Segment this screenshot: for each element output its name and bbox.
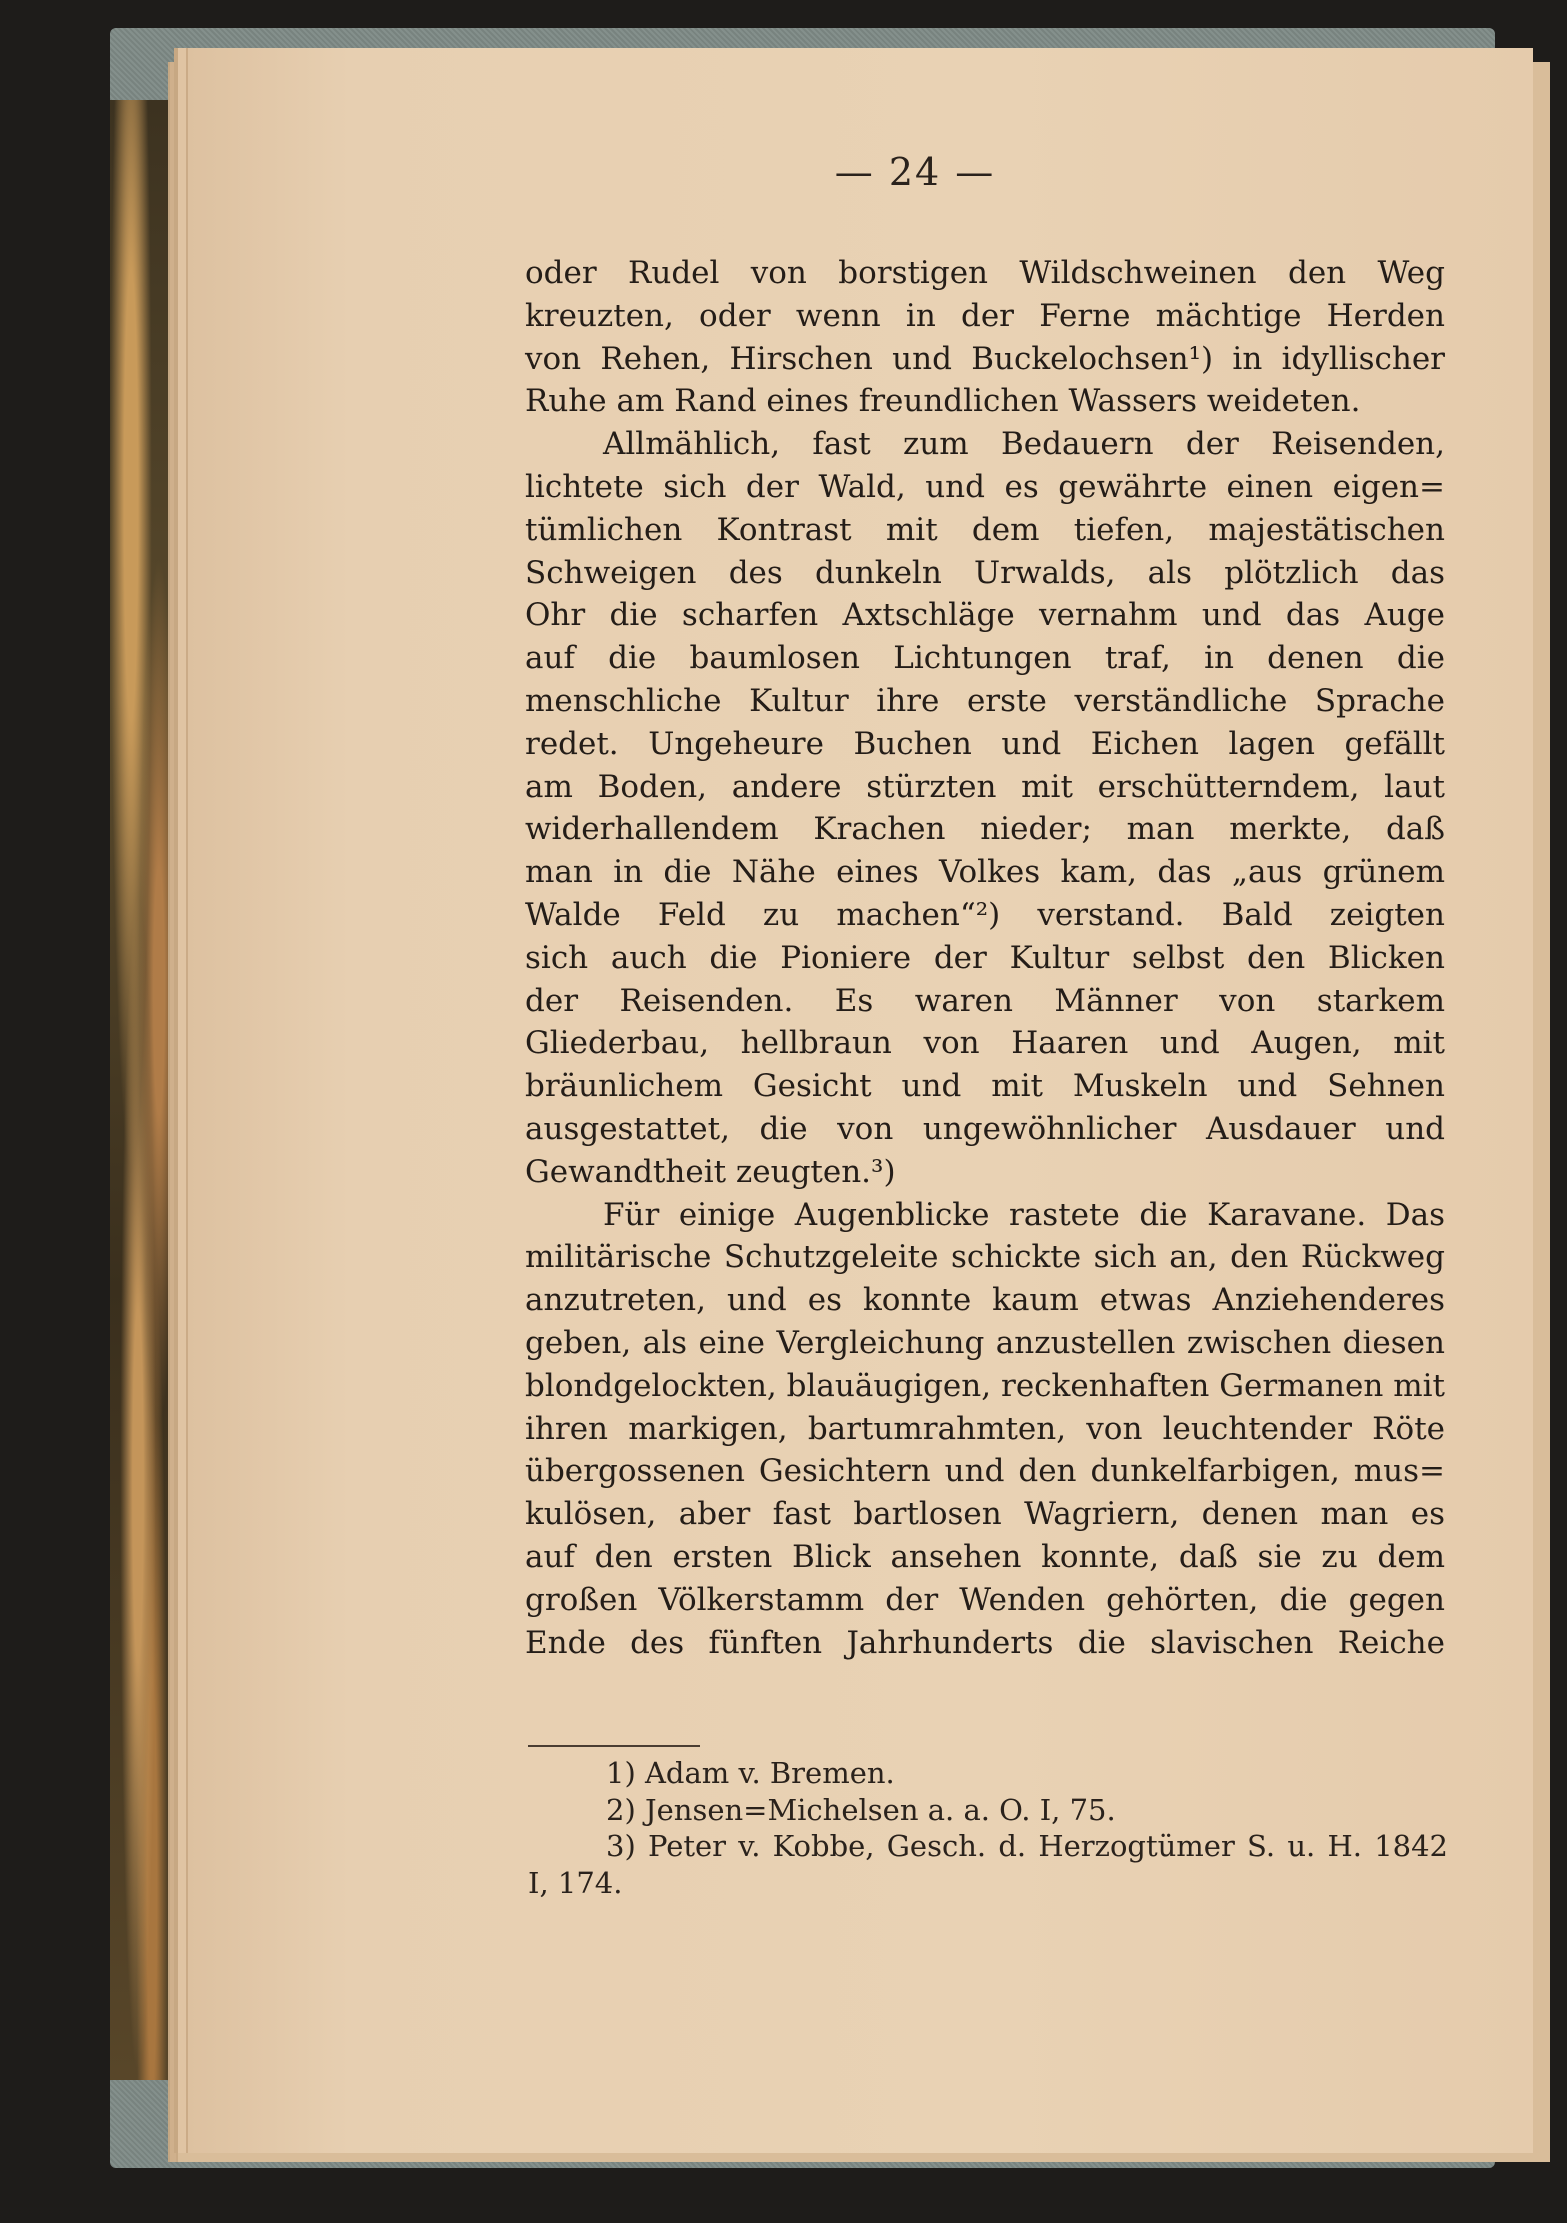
footnote-continuation: I, 174. [528,1865,623,1900]
text-line: am Boden, andere stürzten mit erschütterndem, laut [525,768,1445,805]
text-line: auf den ersten Blick ansehen konnte, daß sie zu dem [525,1538,1445,1575]
text-line: anzutreten, und es konnte kaum etwas Anziehenderes [525,1282,1445,1319]
footnotes [528,1755,1448,1901]
text-line: Gliederbau, hellbraun von Haaren und Augen, mit [525,1025,1445,1062]
footnote: 2) Jensen=Michelsen a. a. O. I, 75. [606,1792,1116,1827]
text-line: ihren markigen, bartumrahmten, von leuchtender Röte [525,1410,1445,1447]
text-line: Ohr die scharfen Axtschläge vernahm und das Auge [525,597,1445,634]
text-line: kulösen, aber fast bartlosen Wagriern, denen man es [525,1496,1445,1533]
footnote: 1) Adam v. Bremen. [606,1756,895,1790]
text-line: auf die baumlosen Lichtungen traf, in denen die [525,640,1445,677]
text-line: oder Rudel von borstigen Wildschweinen den Weg [525,255,1445,291]
text-line: Schweigen des dunkeln Urwalds, als plötzlich das [525,554,1445,591]
text-line: der Reisenden. Es waren Männer von starkem [525,982,1445,1019]
text-line: menschliche Kultur ihre erste verständliche Sprache [525,682,1445,719]
text-line: tümlichen Kontrast mit dem tiefen, majestätischen [525,511,1445,548]
text-line: Ende des fünften Jahrhunderts die slavischen Reiche [525,1624,1445,1661]
text-line: Gewandtheit zeugten.³) [525,1153,896,1190]
text-line: großen Völkerstamm der Wenden gehörten, die gegen [525,1581,1445,1618]
text-line: ausgestattet, die von ungewöhnlicher Ausdauer und [525,1110,1445,1147]
text-line: blondgelockten, blauäugigen, reckenhaften Germanen mit [525,1367,1445,1404]
paragraph-start-line: Für einige Augenblicke rastete die Karavane. Das [603,1196,1445,1233]
text-line: geben, als eine Vergleichung anzustellen zwischen diesen [525,1324,1445,1361]
text-line: bräunlichem Gesicht und mit Muskeln und Sehnen [525,1068,1445,1105]
text-line: redet. Ungeheure Buchen und Eichen lagen gefällt [525,725,1445,762]
footnote-rule [528,1745,700,1747]
page-number: — 24 — [834,150,996,194]
text-line: Walde Feld zu machen“²) verstand. Bald zeigten [525,896,1445,933]
text-line: kreuzten, oder wenn in der Ferne mächtige Herden [525,297,1445,334]
text-line: lichtete sich der Wald, und es gewährte einen eigen= [525,468,1445,505]
text-line: von Rehen, Hirschen und Buckelochsen¹) in idyllischer [525,340,1445,377]
footnote: 3) Peter v. Kobbe, Gesch. d. Herzogtümer S. u. H. 1842 [606,1829,1448,1863]
text-line: man in die Nähe eines Volkes kam, das „aus grünem [525,854,1445,891]
text-line: übergossenen Gesichtern und den dunkelfarbigen, mus= [525,1453,1445,1490]
body-text [525,252,1445,1664]
paragraph-start-line: Allmählich, fast zum Bedauern der Reisenden, [603,426,1445,463]
text-line: Ruhe am Rand eines freundlichen Wassers weideten. [525,383,1361,420]
text-line: militärische Schutzgeleite schickte sich an, den Rückweg [525,1239,1445,1276]
text-line: sich auch die Pioniere der Kultur selbst den Blicken [525,939,1445,976]
text-line: widerhallendem Krachen nieder; man merkte, daß [525,811,1445,848]
